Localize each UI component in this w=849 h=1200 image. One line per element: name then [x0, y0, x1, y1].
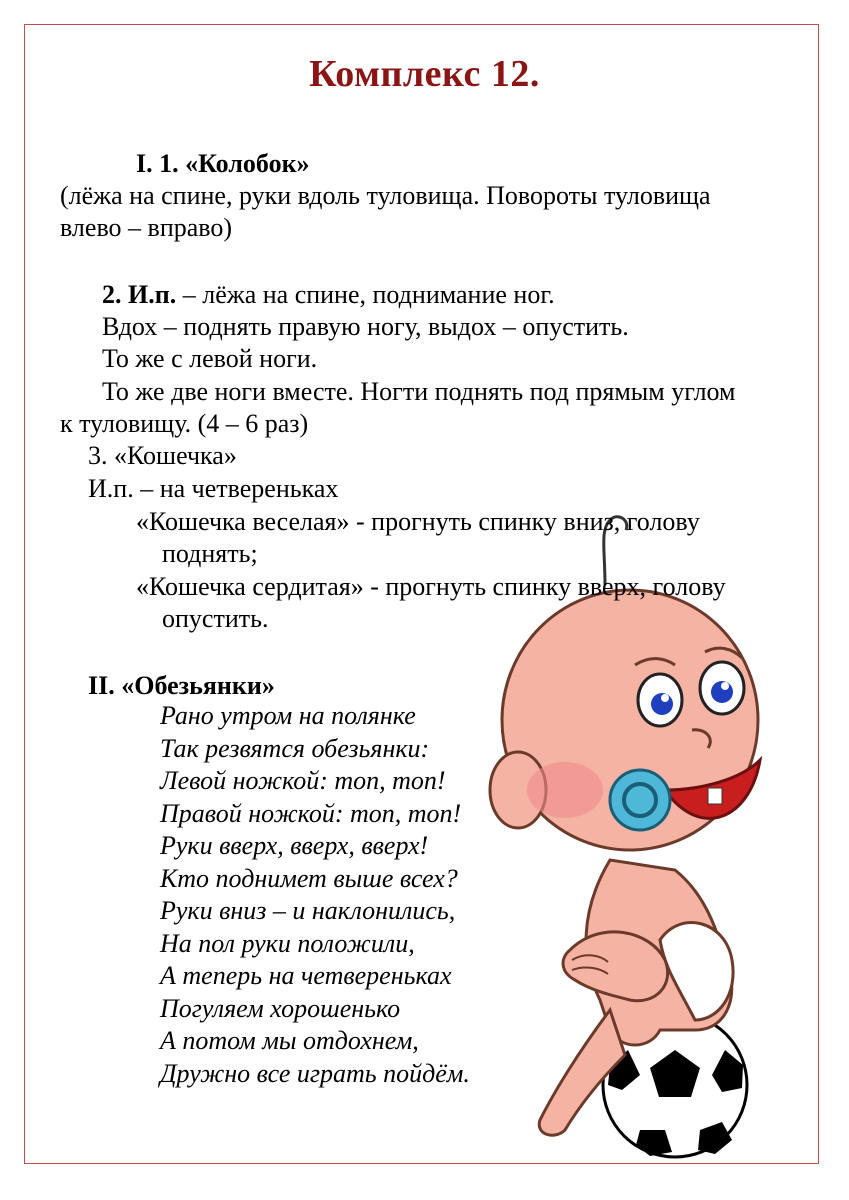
exercise3-heading: 3. «Кошечка» [88, 441, 237, 470]
poem-line: Погуляем хорошенько [160, 993, 401, 1023]
exercise2-line1 [102, 279, 555, 311]
poem-line: Так резвятся обезьянки: [160, 733, 430, 763]
exercise2-line1-text: – лёжа на спине, поднимание ног. [176, 280, 555, 309]
pacifier-icon [610, 770, 670, 830]
poem-line: Кто поднимет выше всех? [160, 863, 458, 893]
poem [160, 700, 470, 1090]
section1-desc-line1: (лёжа на спине, руки вдоль туловища. Повороты туловища [60, 181, 711, 210]
poem-line: Дружно все играть пойдём. [160, 1058, 470, 1088]
exercise3-happy-2: поднять; [162, 539, 258, 568]
exercise2-line4: То же две ноги вместе. Ногти поднять под прямым углом [102, 377, 736, 406]
poem-line: Рано утром на полянке [160, 701, 416, 730]
poem-line: Левой ножкой: топ, топ! [160, 766, 446, 795]
exercise2-line2: Вдох – поднять правую ногу, выдох – опустить. [102, 312, 629, 341]
section2-heading: II. «Обезьянки» [88, 671, 275, 700]
poem-line: Руки вниз – и наклонились, [160, 896, 456, 925]
exercise2-label: 2. И.п. [102, 280, 177, 309]
poem-line: Правой ножкой: топ, топ! [160, 798, 462, 828]
exercise2-line5: к туловищу. (4 – 6 раз) [60, 409, 309, 438]
section1-heading: I. 1. «Колобок» [136, 149, 310, 178]
poem-line: На пол руки положили, [160, 928, 415, 958]
page-title: Комплекс 12. [309, 53, 540, 95]
poem-line: А теперь на четвереньках [160, 961, 452, 990]
exercise2-line3: То же с левой ноги. [102, 344, 318, 373]
baby-head [490, 517, 760, 850]
poem-line: А потом мы отдохнем, [160, 1026, 419, 1055]
exercise3-happy-1: «Кошечка веселая» - прогнуть спинку вниз, голову [136, 507, 700, 536]
section1-desc-line2: влево – вправо) [60, 213, 233, 242]
exercise3-start: И.п. – на четвереньках [88, 474, 339, 503]
poem-line: Руки вверх, вверх, вверх! [160, 831, 429, 860]
exercise3-angry-1: «Кошечка сердитая» - прогнуть спинку вверх, голову [136, 572, 726, 601]
exercise3-angry-2: опустить. [162, 604, 269, 633]
